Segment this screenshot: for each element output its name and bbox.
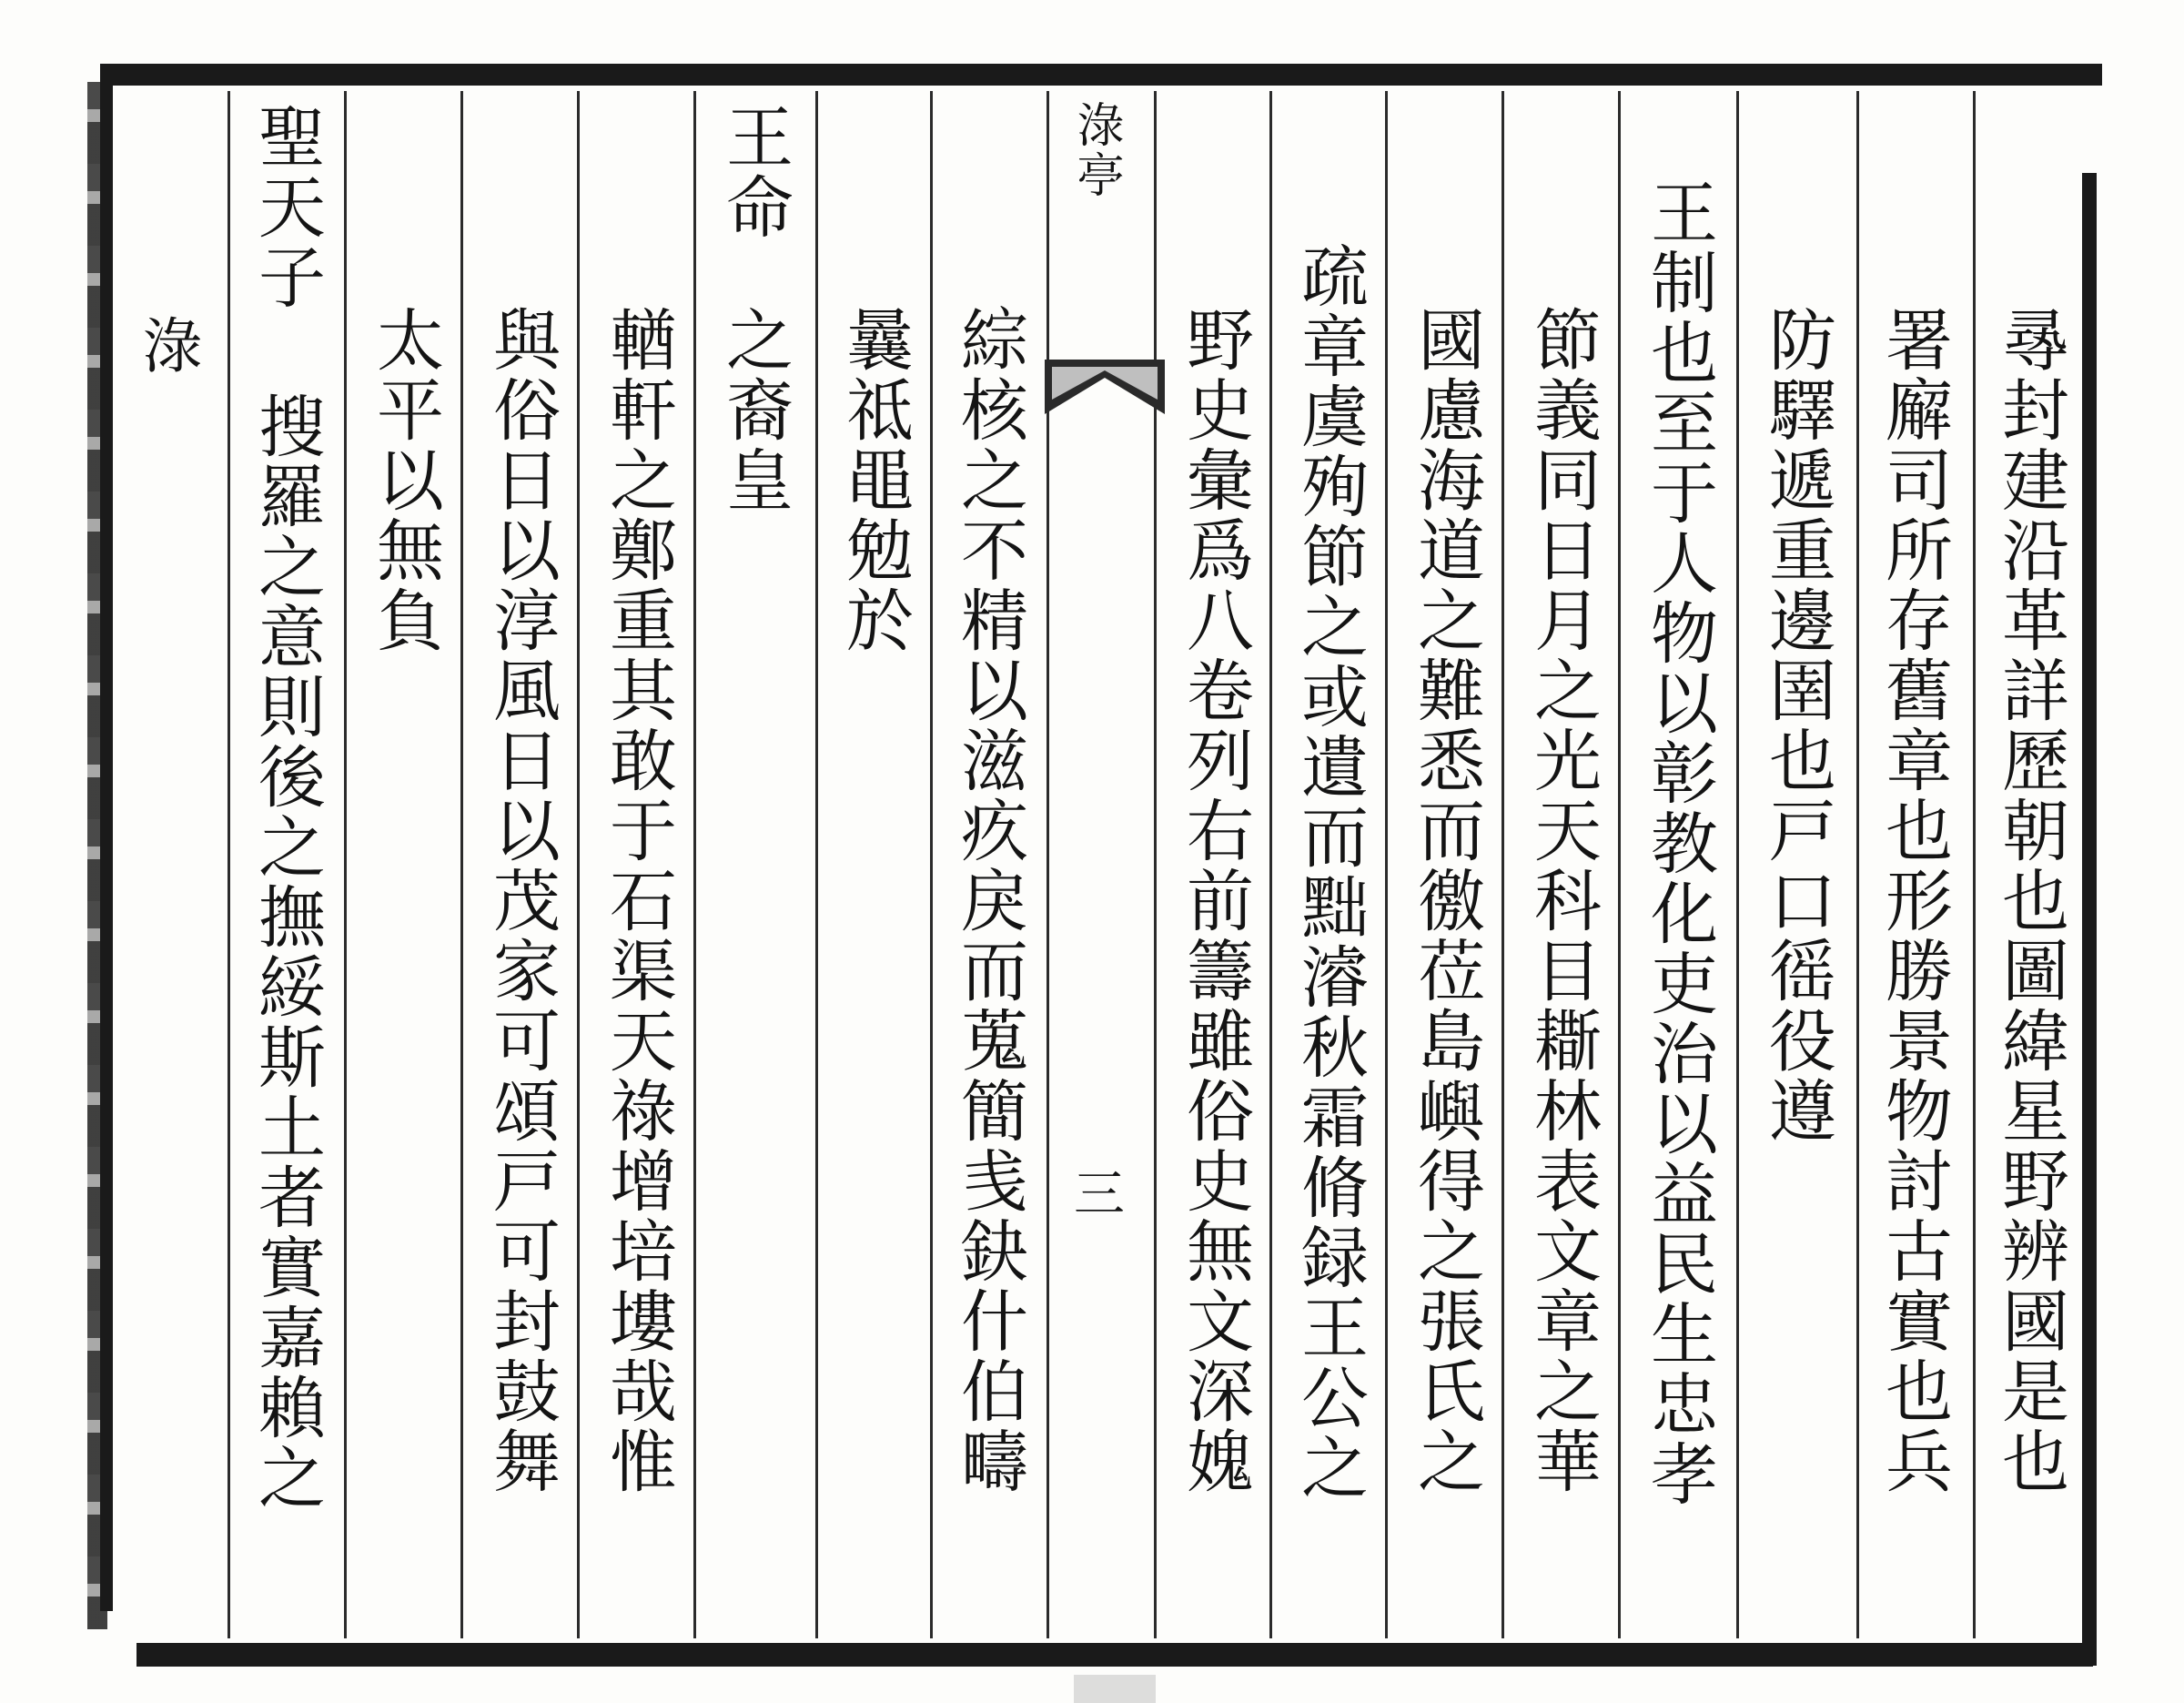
text-column: 國慮海道之難悉而徼莅島嶼得之張氏之 [1407,305,1485,1496]
text-column: 搜羅之意則後之撫綏斯土者實嘉賴之 [248,391,326,1513]
column-rule [577,91,580,1638]
frame-bottom-border [136,1643,2093,1667]
text-column: 綜核之不精以滋疚戾而蒐簡㦮鈌什伯疇 [950,305,1028,1496]
text-column: 輶軒之鄭重其敢于石渠天祿增培塿哉惟 [599,305,677,1496]
column-rule [460,91,463,1638]
text-column: 與俗日以淳風日以茂家可頌戸可封鼓舞 [482,305,561,1496]
frame-top-border [100,64,2102,86]
margin-mark: 淥 [132,314,202,377]
center-label: 淥亭 [1068,100,1123,200]
text-column-head: 聖天子 [248,102,326,312]
fishtail-mark [1045,360,1165,441]
text-column: 太平以無負 [366,305,444,655]
frame-left-border [100,64,113,1611]
column-rule [1154,91,1157,1638]
column-rule [228,91,230,1638]
column-rule [1046,91,1049,1638]
column-rule [344,91,347,1638]
text-column: 王制也至于人物以彰教化吏治以益民生忠孝 [1640,177,1718,1509]
text-column: 節義同日月之光天科目䎰林表文章之華 [1523,305,1602,1496]
column-rule [693,91,696,1638]
page-stain [1074,1675,1156,1703]
column-rule [1618,91,1621,1638]
folio-number: 三 [1074,1165,1125,1224]
frame-right-border [2082,173,2097,1666]
column-rule [1973,91,1976,1638]
column-rule [1502,91,1504,1638]
text-column-head: 王命 [715,102,794,242]
column-rule [930,91,933,1638]
text-column: 曩祗黽勉於 [835,305,914,655]
text-column: 㝷封建沿革詳歷朝也圖緯星野辨國是也 [1991,305,2069,1496]
text-column: 署廨司所存舊章也形勝景物討古實也兵 [1875,305,1953,1496]
column-rule [1736,91,1739,1638]
text-column: 防驛遞重邊圉也戸口徭役遵 [1758,305,1836,1146]
column-rule [815,91,818,1638]
column-rule [1385,91,1388,1638]
column-rule [1856,91,1859,1638]
text-column: 野史彙爲八卷列右前籌雖俗史無文深媿 [1176,305,1254,1496]
text-column: 之裔皇 [715,305,794,515]
text-column: 疏章虞殉節之或遺而黜濬秋霜脩録王公之 [1290,241,1369,1503]
column-rule [1269,91,1272,1638]
